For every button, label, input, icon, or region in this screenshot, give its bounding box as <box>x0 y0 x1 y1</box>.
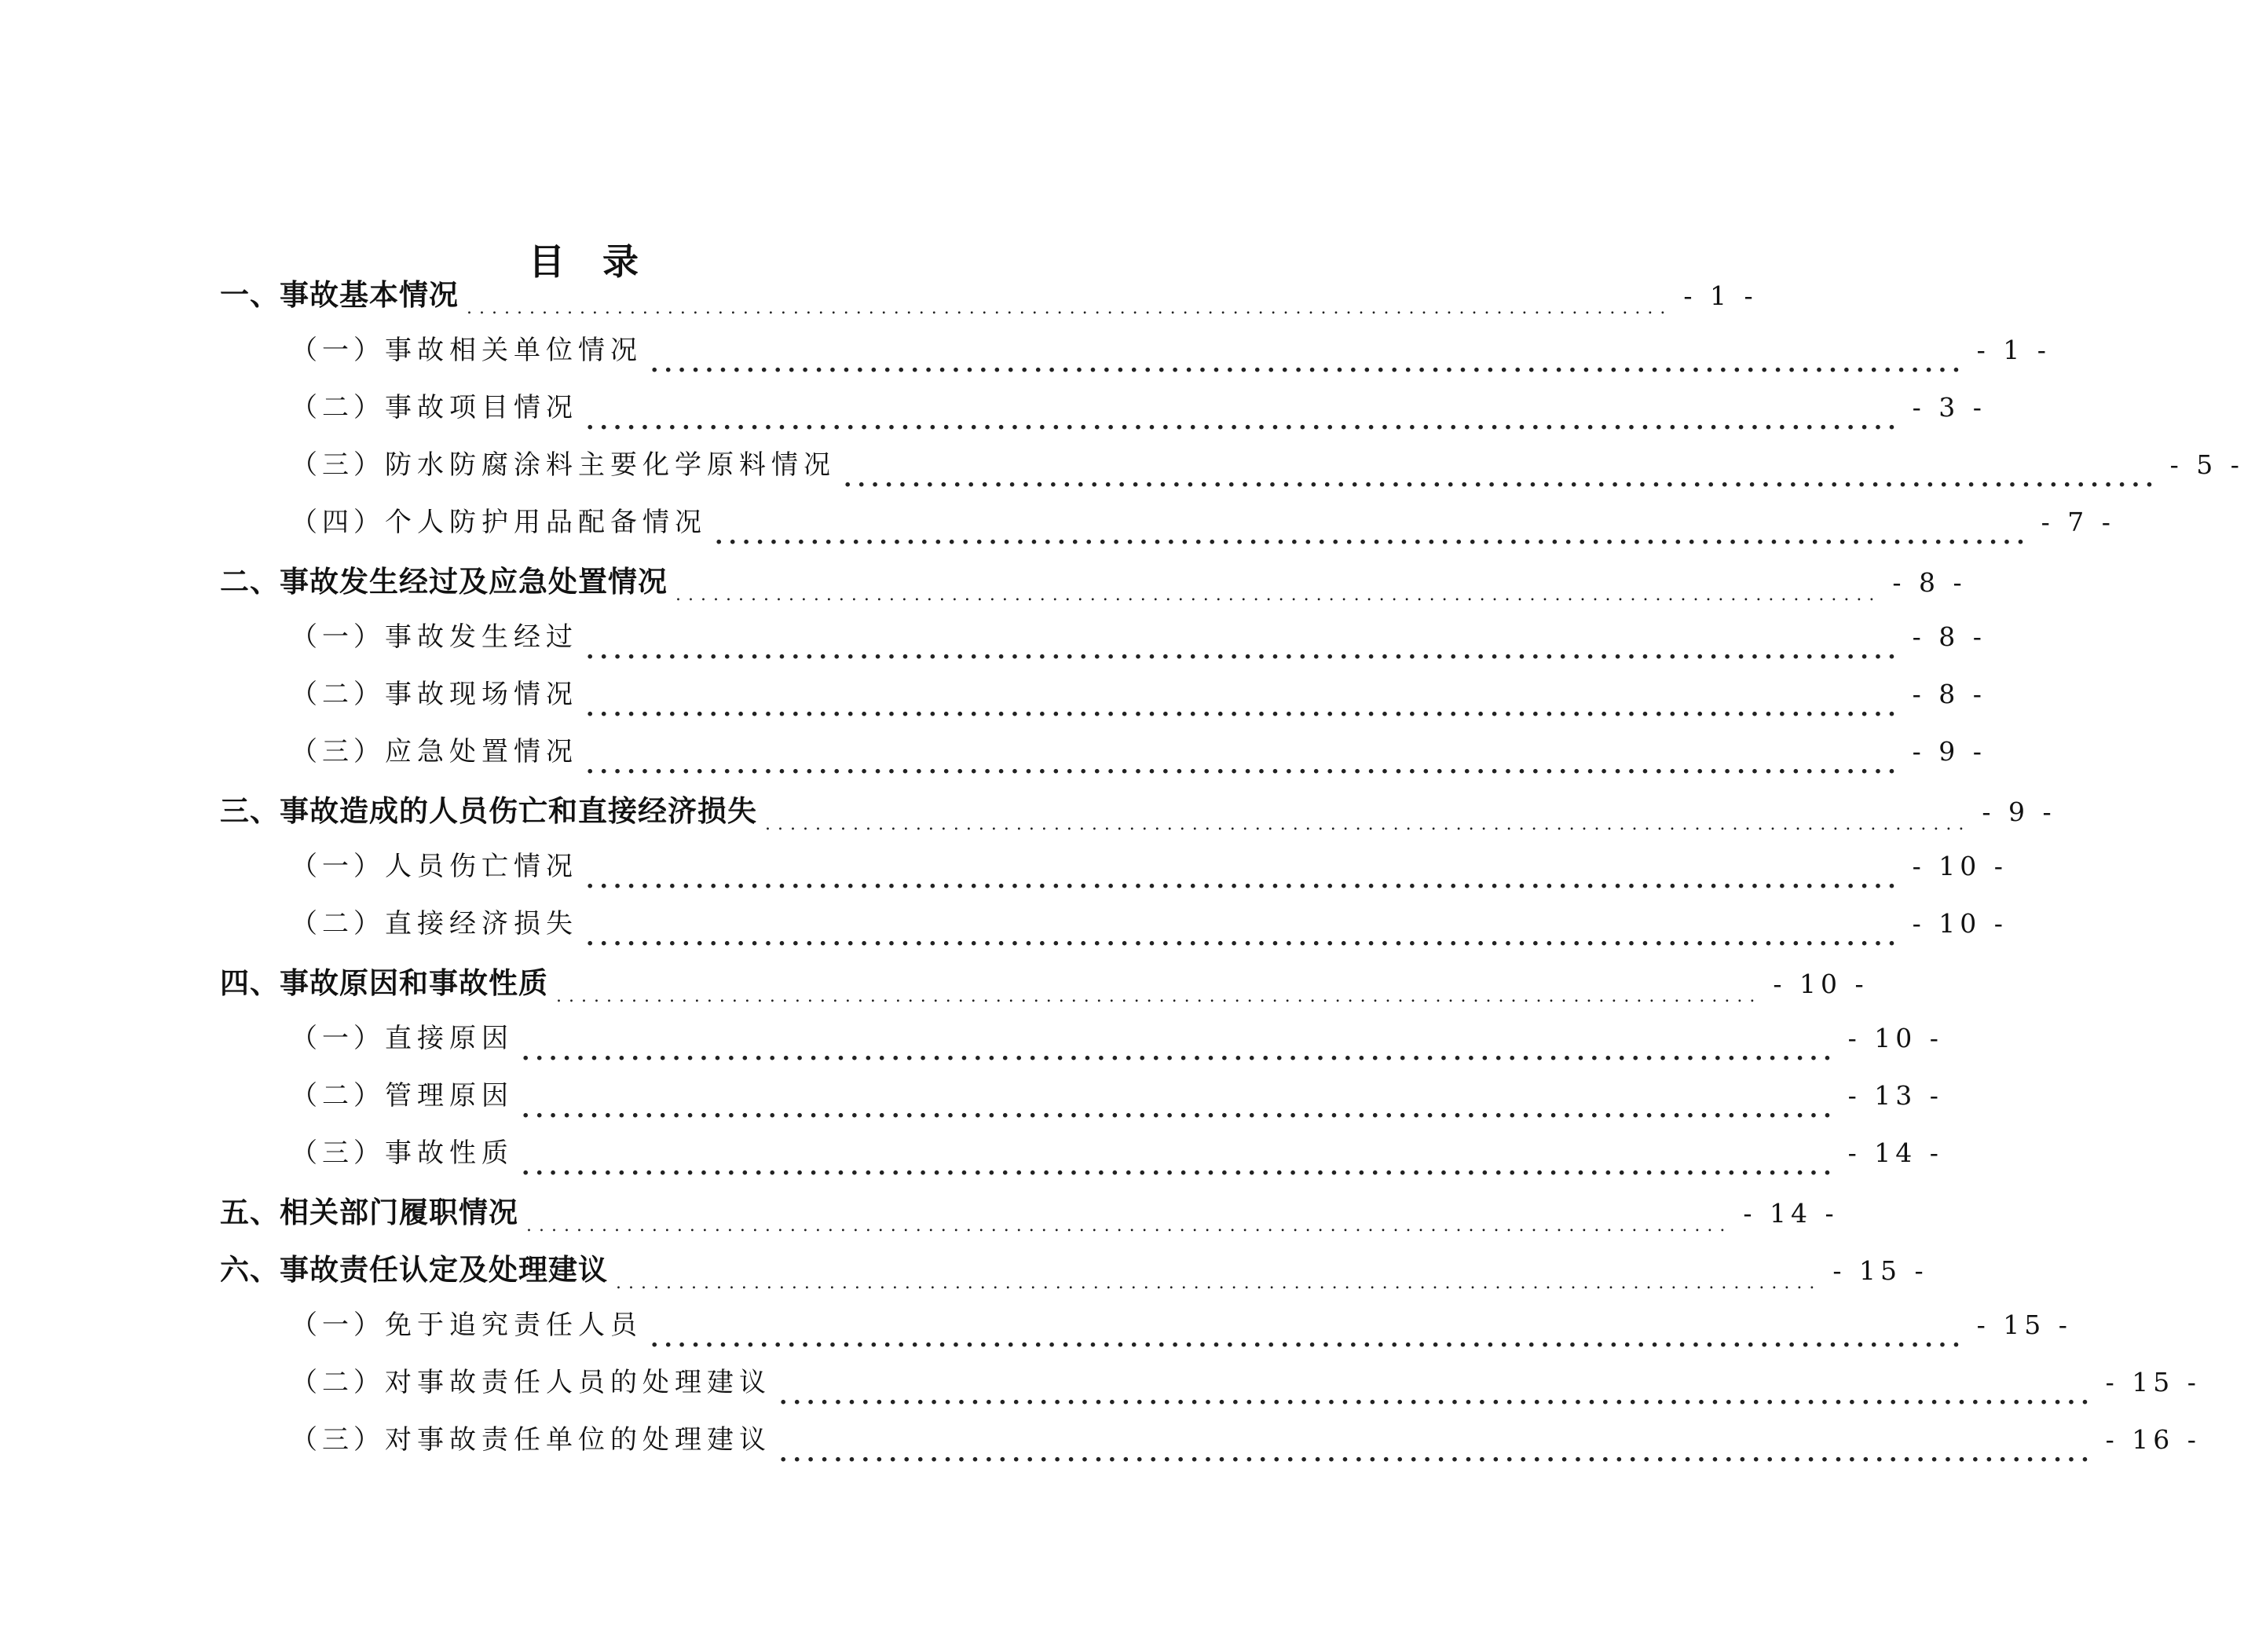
toc-entry-label: 事故造成的人员伤亡和直接经济损失 <box>280 794 757 828</box>
toc-entry[interactable] <box>0 1131 1943 1189</box>
toc-entry-number: （二） <box>291 1367 385 1398</box>
toc-entry-number: （一） <box>291 621 385 653</box>
toc-entry-page: - 14 - <box>1847 1137 1943 1168</box>
toc-entry[interactable] <box>0 558 1967 615</box>
toc-entry-label: 事故发生经过及应急处置情况 <box>280 565 668 599</box>
toc-entry-number: （三） <box>291 1137 385 1169</box>
toc-entry-label: 事故相关单位情况 <box>385 335 642 366</box>
toc-entry-number: 一、 <box>220 278 280 312</box>
dot-leader: ................................................................................................ <box>616 1273 1822 1293</box>
toc-entry-page: - 1 - <box>1683 280 1758 311</box>
toc-entry-label: 对事故责任单位的处理建议 <box>385 1424 771 1456</box>
toc-entry-label: 事故责任认定及处理建议 <box>280 1253 608 1287</box>
dot-leader: ................................................................................................ <box>556 987 1763 1006</box>
toc-entry-page: - 8 - <box>1912 621 1986 652</box>
toc-entry[interactable] <box>0 1189 1839 1246</box>
dot-leader: ................................................................................................ <box>522 1096 1837 1123</box>
dot-leader: ................................................................................................ <box>779 1440 2095 1467</box>
toc-entry[interactable] <box>0 1016 1943 1074</box>
toc-entry-page: - 15 - <box>1976 1310 2072 1340</box>
toc-entry-number: （三） <box>291 449 385 481</box>
dot-leader: ................................................................................................ <box>526 1216 1733 1236</box>
toc-entry-label: 事故项目情况 <box>385 392 578 423</box>
toc-entry[interactable] <box>0 1303 2072 1361</box>
toc-entry-number: （二） <box>291 908 385 940</box>
toc-entry-page: - 16 - <box>2105 1424 2201 1455</box>
toc-entry-label: 免于追究责任人员 <box>385 1310 642 1341</box>
dot-leader: ................................................................................................ <box>765 815 1971 834</box>
toc-entry-page: - 15 - <box>1832 1255 1928 1286</box>
toc-entry[interactable] <box>0 1418 2201 1475</box>
toc-entry[interactable] <box>0 500 2115 558</box>
toc-entry-label: 对事故责任人员的处理建议 <box>385 1367 771 1398</box>
toc-entry-page: - 9 - <box>1912 736 1986 767</box>
toc-list <box>0 271 2244 1475</box>
toc-entry[interactable] <box>0 615 1986 672</box>
toc-entry-number: （一） <box>291 851 385 882</box>
toc-entry[interactable] <box>0 386 1986 443</box>
toc-entry-label: 事故基本情况 <box>280 278 459 312</box>
toc-entry-number: （三） <box>291 736 385 767</box>
dot-leader: ................................................................................................ <box>650 1325 1966 1353</box>
toc-entry[interactable] <box>0 672 1986 730</box>
toc-entry[interactable] <box>0 271 1758 328</box>
dot-leader: ................................................................................................ <box>779 1383 2095 1410</box>
dot-leader: ................................................................................................ <box>586 924 1902 951</box>
dot-leader: ................................................................................................ <box>715 522 2030 550</box>
dot-leader: ................................................................................................ <box>522 1038 1837 1066</box>
toc-entry-number: （一） <box>291 335 385 366</box>
dot-leader: ................................................................................................ <box>586 866 1902 894</box>
toc-entry-page: - 7 - <box>2041 507 2115 537</box>
toc-entry-page: - 15 - <box>2105 1367 2201 1397</box>
toc-entry[interactable] <box>0 959 1869 1016</box>
toc-entry-label: 管理原因 <box>385 1080 514 1112</box>
toc-entry-number: 五、 <box>220 1196 280 1229</box>
toc-entry-page: - 8 - <box>1892 567 1967 598</box>
toc-entry-number: （四） <box>291 507 385 538</box>
toc-entry-label: 应急处置情况 <box>385 736 578 767</box>
toc-entry-label: 直接经济损失 <box>385 908 578 940</box>
toc-entry-number: （二） <box>291 392 385 423</box>
toc-entry-label: 事故性质 <box>385 1137 514 1169</box>
toc-entry[interactable] <box>0 844 2008 902</box>
toc-entry-page: - 13 - <box>1847 1080 1943 1111</box>
toc-entry-page: - 10 - <box>1847 1023 1943 1053</box>
toc-entry-number: 二、 <box>220 565 280 599</box>
toc-entry-page: - 3 - <box>1912 392 1986 423</box>
toc-entry-page: - 10 - <box>1773 969 1869 999</box>
dot-leader: ................................................................................................ <box>586 637 1902 665</box>
toc-entry[interactable] <box>0 787 2056 844</box>
toc-entry-number: 三、 <box>220 794 280 828</box>
toc-entry-page: - 8 - <box>1912 679 1986 709</box>
toc-entry-number: （二） <box>291 1080 385 1112</box>
toc-entry-page: - 10 - <box>1912 851 2008 881</box>
toc-entry[interactable] <box>0 730 1986 787</box>
toc-entry[interactable] <box>0 443 2244 500</box>
toc-entry[interactable] <box>0 902 2008 959</box>
toc-entry-label: 事故发生经过 <box>385 621 578 653</box>
toc-entry-page: - 5 - <box>2169 449 2244 480</box>
toc-entry[interactable] <box>0 1246 1928 1303</box>
toc-entry-number: （二） <box>291 679 385 710</box>
toc-entry-label: 防水防腐涂料主要化学原料情况 <box>385 449 836 481</box>
dot-leader: ................................................................................................ <box>586 752 1902 779</box>
toc-entry-label: 直接原因 <box>385 1023 514 1054</box>
toc-entry-number: 四、 <box>220 966 280 1000</box>
toc-entry-page: - 10 - <box>1912 908 2008 939</box>
toc-entry-page: - 14 - <box>1743 1198 1839 1229</box>
toc-entry-number: 六、 <box>220 1253 280 1287</box>
toc-entry-label: 人员伤亡情况 <box>385 851 578 882</box>
dot-leader: ................................................................................................ <box>675 585 1882 605</box>
toc-title: 目录 <box>529 240 676 283</box>
dot-leader: ................................................................................................ <box>522 1153 1837 1181</box>
toc-entry-label: 事故现场情况 <box>385 679 578 710</box>
toc-entry-label: 个人防护用品配备情况 <box>385 507 707 538</box>
toc-entry-number: （一） <box>291 1023 385 1054</box>
dot-leader: ................................................................................................ <box>586 694 1902 722</box>
dot-leader: ................................................................................................ <box>844 465 2159 493</box>
toc-entry-number: （一） <box>291 1310 385 1341</box>
toc-entry-page: - 1 - <box>1976 335 2051 365</box>
toc-entry[interactable] <box>0 328 2051 386</box>
toc-entry[interactable] <box>0 1074 1943 1131</box>
toc-entry[interactable] <box>0 1361 2201 1418</box>
toc-entry-label: 相关部门履职情况 <box>280 1196 518 1229</box>
dot-leader: ................................................................................................ <box>650 350 1966 378</box>
toc-entry-number: （三） <box>291 1424 385 1456</box>
toc-entry-label: 事故原因和事故性质 <box>280 966 548 1000</box>
dot-leader: ................................................................................................ <box>586 408 1902 435</box>
toc-entry-page: - 9 - <box>1982 797 2056 827</box>
dot-leader: ................................................................................................ <box>467 299 1673 318</box>
